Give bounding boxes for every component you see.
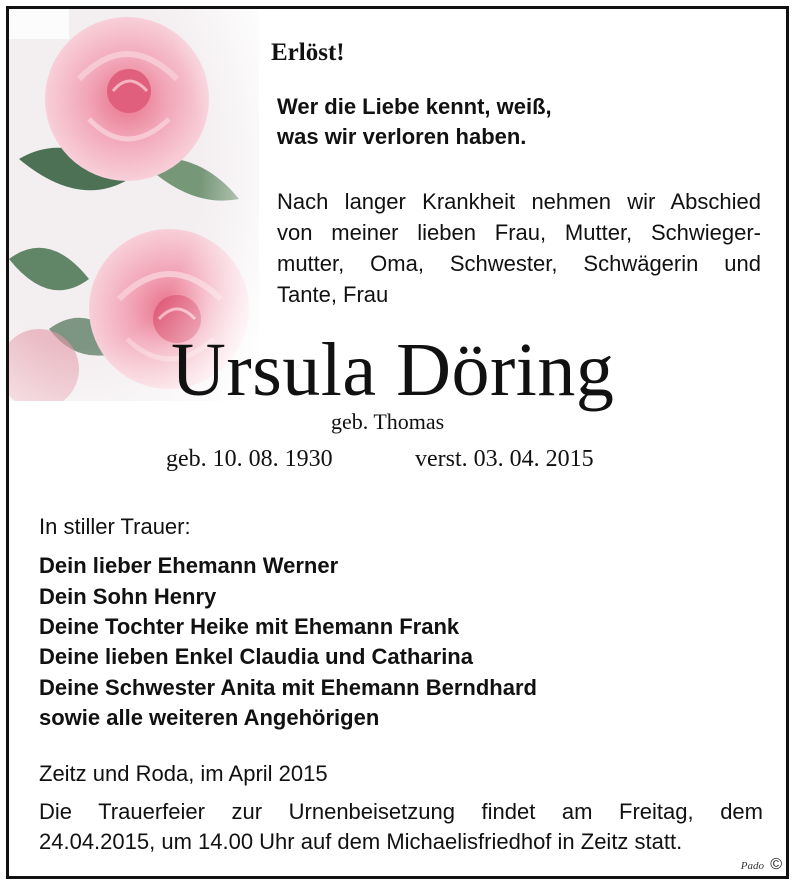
heading: Erlöst! (271, 39, 345, 66)
publisher-signature: Pado (740, 860, 764, 872)
family-line-5: Deine Schwester Anita mit Ehemann Berndhard (39, 675, 537, 700)
family-line-3: Deine Tochter Heike mit Ehemann Frank (39, 614, 460, 639)
ceremony-line-2: 24.04.2015, um 14.00 Uhr auf dem Michaelisfriedhof in Zeitz statt. (39, 829, 683, 854)
intro-line-3: mutter, Oma, Schwester, Schwägerin und (277, 251, 761, 276)
intro-line-1: Nach langer Krankheit nehmen wir Abschied (277, 189, 761, 214)
place-date: Zeitz und Roda, im April 2015 (39, 761, 328, 786)
motto-line-1: Wer die Liebe kennt, weiß, (277, 94, 552, 119)
intro-line-2: von meiner lieben Frau, Mutter, Schwieger- (277, 220, 761, 245)
family-line-1: Dein lieber Ehemann Werner (39, 553, 339, 578)
ceremony-line-1: Die Trauerfeier zur Urnenbeisetzung findet am Freitag, dem (39, 799, 763, 824)
obituary-notice (6, 6, 789, 879)
motto-line-2: was wir verloren haben. (277, 124, 527, 149)
family-line-4: Deine lieben Enkel Claudia und Catharina (39, 644, 473, 669)
copyright-mark: © (770, 856, 782, 873)
deceased-name: Ursula Döring (171, 328, 615, 412)
birth-date: geb. 10. 08. 1930 (166, 446, 333, 472)
family-line-6: sowie alle weiteren Angehörigen (39, 705, 380, 730)
family-line-2: Dein Sohn Henry (39, 584, 217, 609)
maiden-name: geb. Thomas (331, 409, 445, 434)
intro-line-4: Tante, Frau (277, 282, 389, 307)
mourning-intro: In stiller Trauer: (39, 514, 191, 539)
death-date: verst. 03. 04. 2015 (415, 446, 594, 472)
